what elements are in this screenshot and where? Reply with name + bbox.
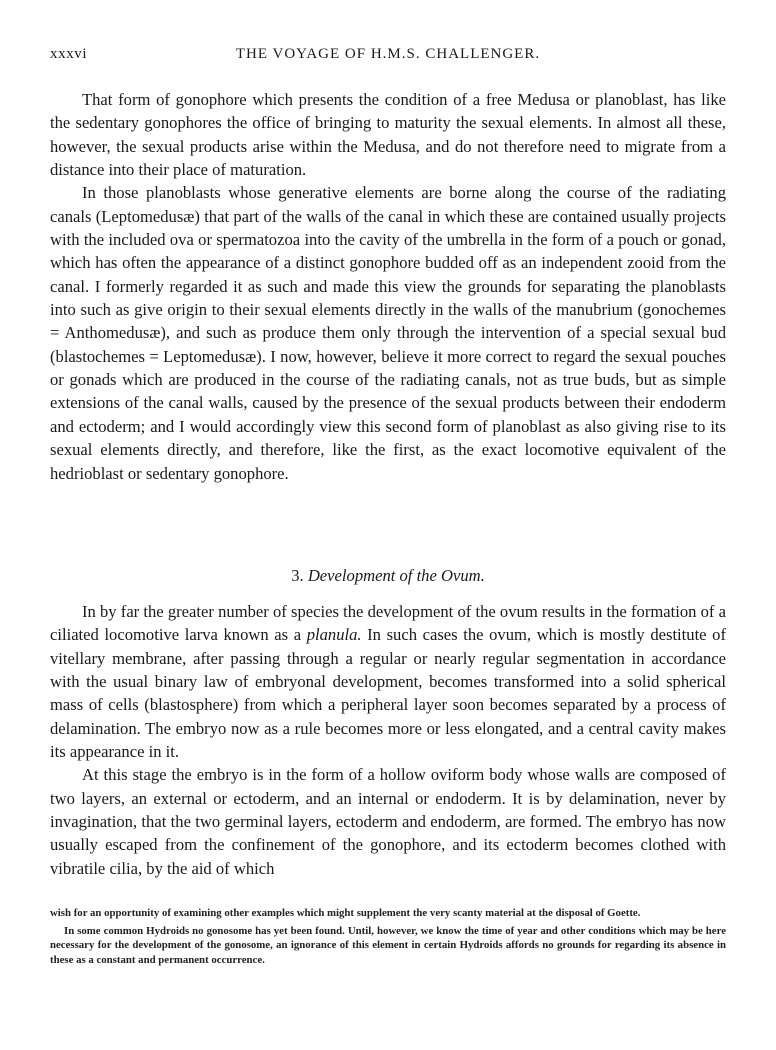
section-number: 3. [291, 566, 304, 585]
paragraph [50, 600, 726, 763]
page-number: xxxvi [50, 46, 88, 62]
paragraph: That form of gonophore which presents the condition of a free Medusa or planoblast, has like the sedentary gonophores the office of bringing to maturity the sexual elements. In almost all these, however, the sexual products arise within the Medusa, and do not therefore need to migrate from a distance into their place of maturation. [50, 90, 726, 180]
text-run: At this stage the embryo is in the form of a hollow oviform body whose walls are composed of two layers, an external or ectoderm, and an internal or endoderm. It is by delamination, never by invagination, that the two germinal layers, ectoderm and endoderm, are formed. The embryo has now usually escaped from the confinement of the gonophore, and its ectoderm becomes clothed with vibratile cilia, by the aid of which [50, 765, 726, 878]
paragraph: In those planoblasts whose generative elements are borne along the course of the radiating canals (Leptomedusæ) that part of the walls of the canal in which these are contained usually projects with the included ova or spermatozoa into the cavity of the umbrella in the form of a pouch or gonad, which has often the appearance of a distinct gonophore budded off as an independent zooid from the canal. I formerly regarded it as such and made this view the grounds for separating the planoblasts into such as give origin to their sexual elements directly in the walls of the manubrium (gonochemes = Anthomedusæ), and such as produce them only through the intervention of a special sexual bud (blastochemes = Leptomedusæ). I now, however, believe it more correct to regard the sexual pouches or gonads which are produced in the course of the radiating canals, not as true buds, but as simple extensions of the canal walls, caused by the presence of the sexual products between their endoderm and ectoderm; and I would accordingly view this second form of planoblast as also giving rise to its sexual elements directly, and therefore, like the first, as the exact locomotive equivalent of the hedrioblast or sedentary gonophore. [50, 183, 726, 483]
text-run: In such cases the ovum, which is mostly destitute of vitellary membrane, after passing through a regular or nearly regular segmentation in accordance with the usual binary law of embryonal development, becomes transformed into a solid spherical mass of cells (blastosphere) from which a peripheral layer soon becomes separated by a process of delamination. The embryo now as a rule becomes more or less elongated, and a central cavity makes its appearance in it. [50, 625, 726, 762]
running-head [50, 46, 726, 70]
section-title: Development of the Ovum. [307, 566, 485, 585]
running-title: THE VOYAGE OF H.M.S. CHALLENGER. [235, 46, 541, 62]
section-heading [50, 566, 726, 586]
body-text-top [50, 88, 726, 485]
body-text-bottom [50, 600, 726, 880]
italic-term: planula. [306, 625, 362, 645]
footnotes [50, 906, 726, 967]
paragraph [50, 763, 726, 880]
text-run: In by far the greater number of species the development of the ovum results in the formation of a ciliated locomotive larva known as a [50, 602, 726, 645]
footnote: In some common Hydroids no gonosome has yet been found. Until, however, we know the time of year and other conditions which may be here necessary for the development of the gonosome, an ignorance of this element in certain Hydroids affords no grounds for regarding its absence in these as a constant and permanent occurrence. [50, 925, 726, 966]
footnote: wish for an opportunity of examining other examples which might supplement the very scanty material at the disposal of Goette. [50, 907, 641, 919]
